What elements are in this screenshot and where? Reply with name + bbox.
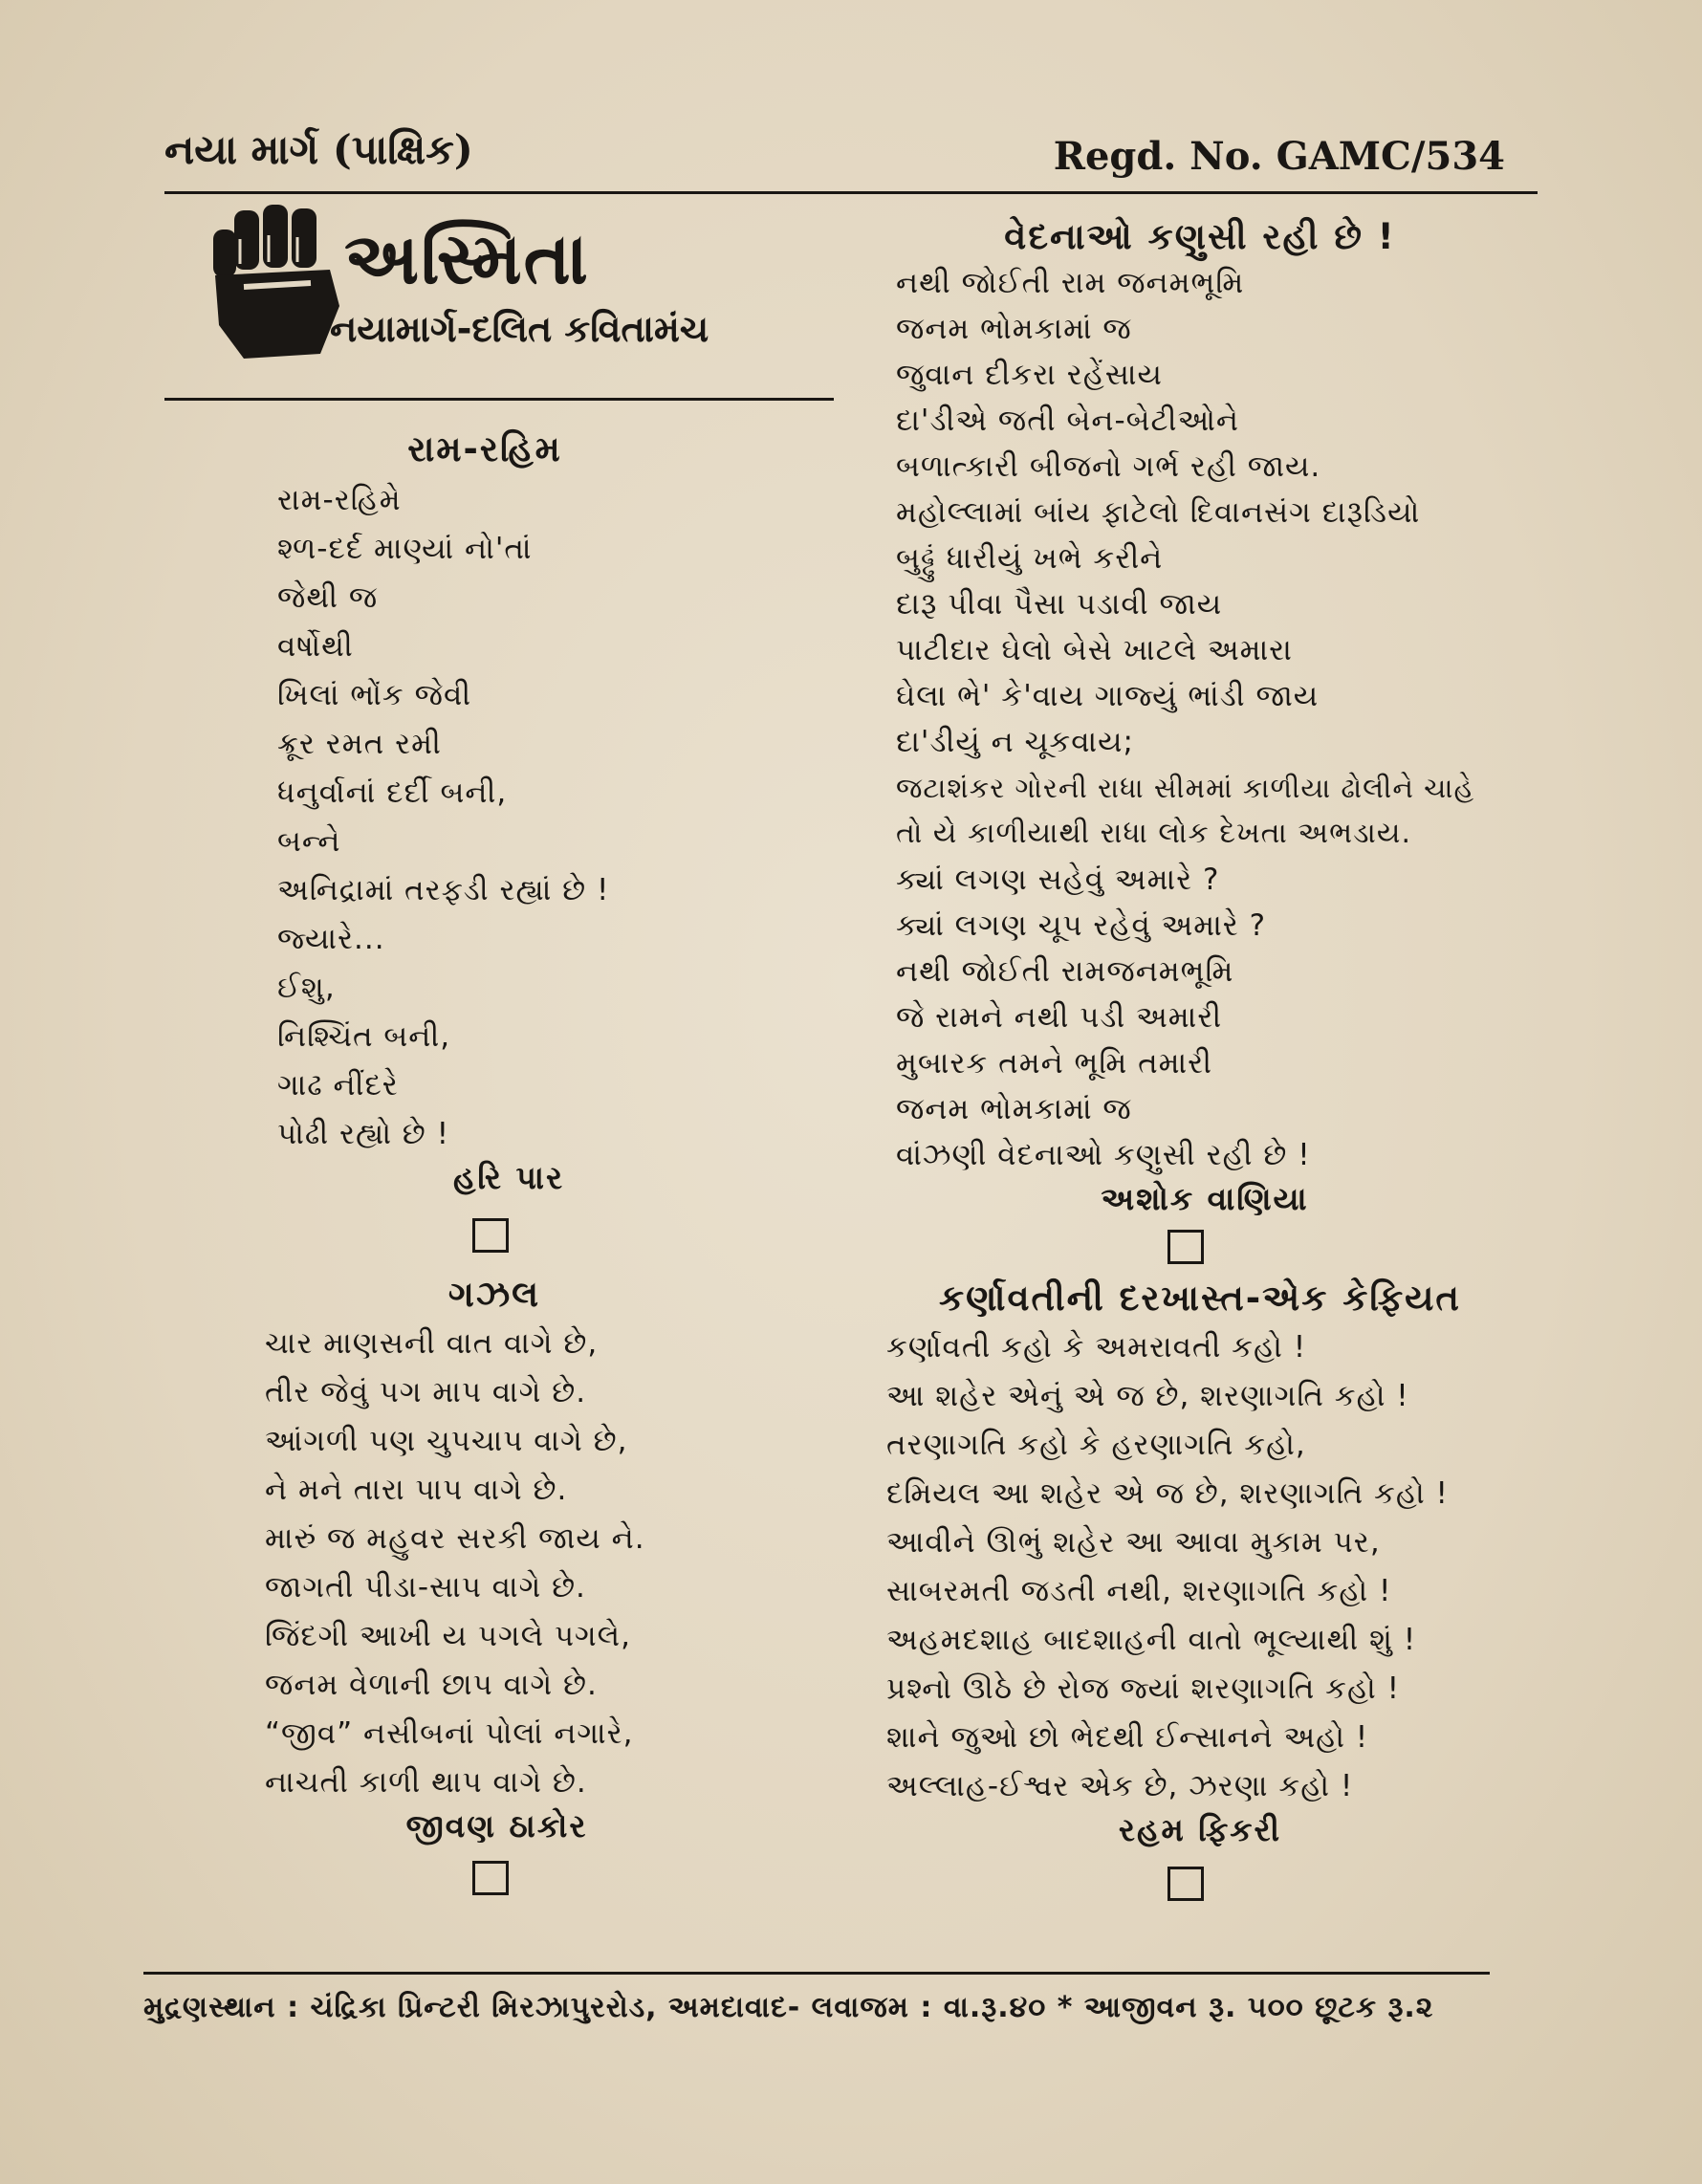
poem-title: વેદનાઓ કણુસી રહી છે ! bbox=[1004, 216, 1396, 257]
poem-line: “જીવ” નસીબનાં પોલાં નગારે, bbox=[265, 1716, 634, 1751]
poem-author: અશોક વાણિયા bbox=[1101, 1180, 1309, 1217]
poem-line: મારું જ મહુવર સરકી જાય ને. bbox=[265, 1521, 645, 1556]
poem-author: હરિ પાર bbox=[452, 1159, 565, 1196]
poem-line: તીર જેવું પગ માપ વાગે છે. bbox=[265, 1375, 587, 1409]
poem-body bbox=[896, 260, 1535, 1178]
poem-line: ક્યાં લગણ ચૂપ રહેવું અમારે ? bbox=[896, 908, 1267, 943]
poem-line: મહોલ્લામાં બાંય ફાટેલો દિવાનસંગ દારૂડિયો bbox=[896, 495, 1421, 530]
poem-line: તો યે કાળીયાથી રાધા લોક દેખતા અભડાય. bbox=[896, 817, 1412, 850]
poem-body bbox=[886, 1323, 1535, 1811]
poem-line: પોઢી રહ્યો છે ! bbox=[277, 1117, 450, 1151]
poem-line: આંગળી પણ ચુપચાપ વાગે છે, bbox=[265, 1424, 628, 1458]
poem-line: નથી જોઈતી રામજનમભૂમિ bbox=[896, 954, 1234, 989]
footer-rule bbox=[143, 1972, 1490, 1975]
poem-line: ઈશુ, bbox=[277, 971, 336, 1005]
section-divider-box bbox=[1167, 1230, 1204, 1264]
logo-rule bbox=[164, 398, 834, 401]
poem-line: જેથી જ bbox=[277, 580, 379, 615]
poem-body bbox=[265, 1320, 834, 1807]
poem-line: આ શહેર એનું એ જ છે, શરણાગતિ કહો ! bbox=[886, 1379, 1409, 1413]
poem-line: દા'ડીયું ન ચૂકવાય; bbox=[896, 725, 1134, 759]
left-column bbox=[164, 428, 834, 1895]
poem-line: વાંઝણી વેદનાઓ કણુસી રહી છે ! bbox=[896, 1138, 1311, 1172]
poem-line: તરણાગતિ કહો કે હરણાગતિ કહો, bbox=[886, 1428, 1306, 1462]
poem-line: બળાત્કારી બીજનો ગર્ભ રહી જાય. bbox=[896, 449, 1321, 484]
logo-title: અસ્મિતા bbox=[344, 218, 590, 300]
poem-line: જ્યારે... bbox=[277, 922, 385, 956]
poem-line: જે રામને નથી પડી અમારી bbox=[896, 1000, 1223, 1035]
poem-line: આવીને ઊભું શહેર આ આવા મુકામ પર, bbox=[886, 1525, 1381, 1560]
poem-line: દા'ડીએ જતી બેન-બેટીઓને bbox=[896, 404, 1239, 438]
poem-line: ક્રૂર રમત રમી bbox=[277, 727, 442, 761]
poem-title: રામ-રહિમ bbox=[407, 428, 562, 470]
poem-line: દારૂ પીવા પૈસા પડાવી જાય bbox=[896, 587, 1223, 622]
magazine-name: નયા માર્ગ (પાક્ષિક) bbox=[164, 126, 473, 173]
right-column bbox=[865, 216, 1535, 1901]
poem-line: નથી જોઈતી રામ જનમભૂમિ bbox=[896, 266, 1245, 300]
poem-line: જાગતી પીડા-સાપ વાગે છે. bbox=[265, 1570, 586, 1605]
poem-line: પાટીદાર ઘેલો બેસે ખાટલે અમારા bbox=[896, 633, 1293, 667]
registration-number: Regd. No. GAMC/534 bbox=[1053, 134, 1505, 179]
poem-line: શ્ળ-દર્દ માણ્યાં નો'તાં bbox=[277, 532, 533, 566]
poem-line: ઘેલા ભે' કે'વાય ગાજ્યું ભાંડી જાય bbox=[896, 679, 1320, 713]
poem-line: અલ્લાહ-ઈશ્વર એક છે, ઝરણા કહો ! bbox=[886, 1769, 1354, 1803]
poem-author: જીવણ ઠાકોર bbox=[405, 1807, 588, 1845]
logo-subtitle: નયામાર્ગ-દલિત કવિતામંચ bbox=[330, 308, 709, 350]
poem-title: ગઝલ bbox=[447, 1274, 541, 1315]
poem-body bbox=[277, 476, 834, 1159]
header-rule bbox=[164, 191, 1538, 194]
logo-block bbox=[206, 201, 827, 373]
poem-title: કર્ણાવતીની દરખાસ્ત-એક કેફિયત bbox=[939, 1278, 1461, 1319]
poem-line: સાબરમતી જડતી નથી, શરણાગતિ કહો ! bbox=[886, 1574, 1392, 1608]
poem-line: નિશ્ચિંત બની, bbox=[277, 1019, 451, 1054]
poem-line: પ્રશ્નો ઊઠે છે રોજ જ્યાં શરણાગતિ કહો ! bbox=[886, 1671, 1401, 1706]
poem-line: શાને જુઓ છો ભેદથી ઈન્સાનને અહો ! bbox=[886, 1720, 1369, 1755]
poem-line: જનમ ભોમકામાં જ bbox=[896, 312, 1132, 346]
fist-icon bbox=[206, 201, 349, 368]
section-divider-box bbox=[472, 1861, 509, 1895]
poem-line: જનમ ભોમકામાં જ bbox=[896, 1092, 1132, 1126]
poem-line: વર્ષોથી bbox=[277, 629, 354, 664]
poem-line: અનિદ્રામાં તરફડી રહ્યાં છે ! bbox=[277, 873, 610, 907]
poem-line: જિંદગી આખી ય પગલે પગલે, bbox=[265, 1619, 631, 1653]
poem-line: ધનુર્વાનાં દર્દી બની, bbox=[277, 775, 508, 810]
poem-line: અહમદશાહ બાદશાહની વાતો ભૂલ્યાથી શું ! bbox=[886, 1623, 1417, 1657]
poem-line: બુઢ્ઢું ધારીયું ખભે કરીને bbox=[896, 541, 1164, 576]
poem-line: ખિલાં ભોંક જેવી bbox=[277, 678, 472, 712]
poem-author: રહમ ફિકરી bbox=[1118, 1811, 1282, 1848]
poem-line: કર્ણાવતી કહો કે અમરાવતી કહો ! bbox=[886, 1330, 1307, 1365]
poem-line: જનમ વેળાની છાપ વાગે છે. bbox=[265, 1668, 598, 1702]
poem-line: ચાર માણસની વાત વાગે છે, bbox=[265, 1326, 599, 1361]
poem-line: બન્ને bbox=[277, 824, 341, 859]
section-divider-box bbox=[1167, 1867, 1204, 1901]
poem-line: નાચતી કાળી થાપ વાગે છે. bbox=[265, 1765, 587, 1800]
poem-line: ને મને તારા પાપ વાગે છે. bbox=[265, 1473, 568, 1507]
poem-line: ગાઢ નીંદરે bbox=[277, 1068, 399, 1103]
poem-line: જુવાન દીકરા રહેંસાય bbox=[896, 358, 1163, 392]
section-divider-box bbox=[472, 1218, 509, 1253]
poem-line: મુબારક તમને ભૂમિ તમારી bbox=[896, 1046, 1213, 1081]
poem-line: જટાશંકર ગોરની રાધા સીમમાં કાળીયા ઢોલીને ચાહે bbox=[896, 772, 1475, 804]
poem-line: દમિયલ આ શહેર એ જ છે, શરણાગતિ કહો ! bbox=[886, 1476, 1449, 1511]
poem-line: રામ-રહિમે bbox=[277, 483, 402, 517]
footer-imprint: મુદ્રણસ્થાન : ચંદ્રિકા પ્રિન્ટરી મિરઝાપુરરોડ, અમદાવાદ- લવાજમ : વા.રૂ.૪૦ * આજીવન રૂ. ૫૦૦ છૂટક રૂ.૨ bbox=[143, 1991, 1434, 2024]
poem-line: ક્યાં લગણ સહેવું અમારે ? bbox=[896, 863, 1220, 897]
